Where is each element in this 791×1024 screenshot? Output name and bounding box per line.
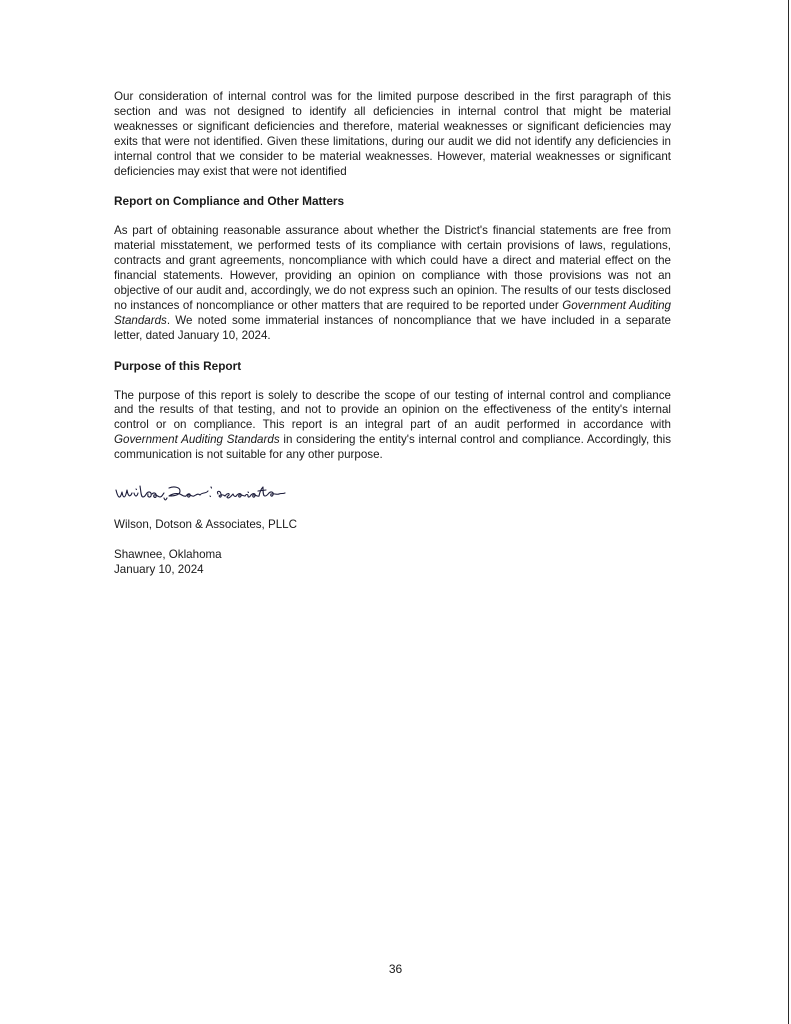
purpose-standard-title: Government Auditing Standards	[114, 433, 280, 447]
compliance-text-part2: . We noted some immaterial instances of noncompliance that we have included in a separate letter, dated January 10, 2024.	[114, 313, 671, 342]
firm-name: Wilson, Dotson & Associates, PLLC	[114, 518, 298, 532]
purpose-text-part2: in considering the entity's internal control and compliance. Accordingly, this communication is not suitable for any other purpose.	[114, 433, 671, 462]
compliance-text-part1: As part of obtaining reasonable assurance about whether the District's financial statements are free from material misstatement, we performed tests of its compliance with certain provisions of laws, regulations, contracts and grant agreements, noncompliance with which could have a direct and material effect on the financial statements. However, providing an opinion on compliance with those provisions was not an objective of our audit and, accordingly, we do not express such an opinion. The results of our tests disclosed no instances of noncompliance or other matters that are required to be reported under	[114, 224, 671, 312]
handwritten-signature	[114, 478, 671, 508]
report-body	[114, 90, 671, 578]
page-number: 36	[388, 962, 403, 976]
compliance-paragraph	[114, 224, 671, 343]
report-date: January 10, 2024	[114, 562, 204, 576]
compliance-standard-title: Government Auditing Standards	[114, 298, 671, 327]
purpose-heading: Purpose of this Report	[114, 358, 242, 373]
internal-control-paragraph: Our consideration of internal control was for the limited purpose described in the first paragraph of this section and was not designed to identify all deficiencies in internal control that might be material weaknesses or significant deficiencies and therefore, material weaknesses or significant deficiencies may exits that were not identified. Given these limitations, during our audit we did not identify any deficiencies in internal control that we consider to be material weaknesses. However, material weaknesses or significant deficiencies may exist that were not identified	[114, 90, 671, 178]
page-edge-line	[788, 0, 789, 1024]
compliance-heading: Report on Compliance and Other Matters	[114, 194, 345, 209]
purpose-text-part1: The purpose of this report is solely to describe the scope of our testing of internal control and compliance and the results of that testing, and not to provide an opinion on the effectiveness of the entity's internal control or on compliance. This report is an integral part of an audit performed in accordance with	[114, 388, 671, 432]
purpose-paragraph	[114, 389, 671, 464]
city-state: Shawnee, Oklahoma	[114, 547, 222, 561]
